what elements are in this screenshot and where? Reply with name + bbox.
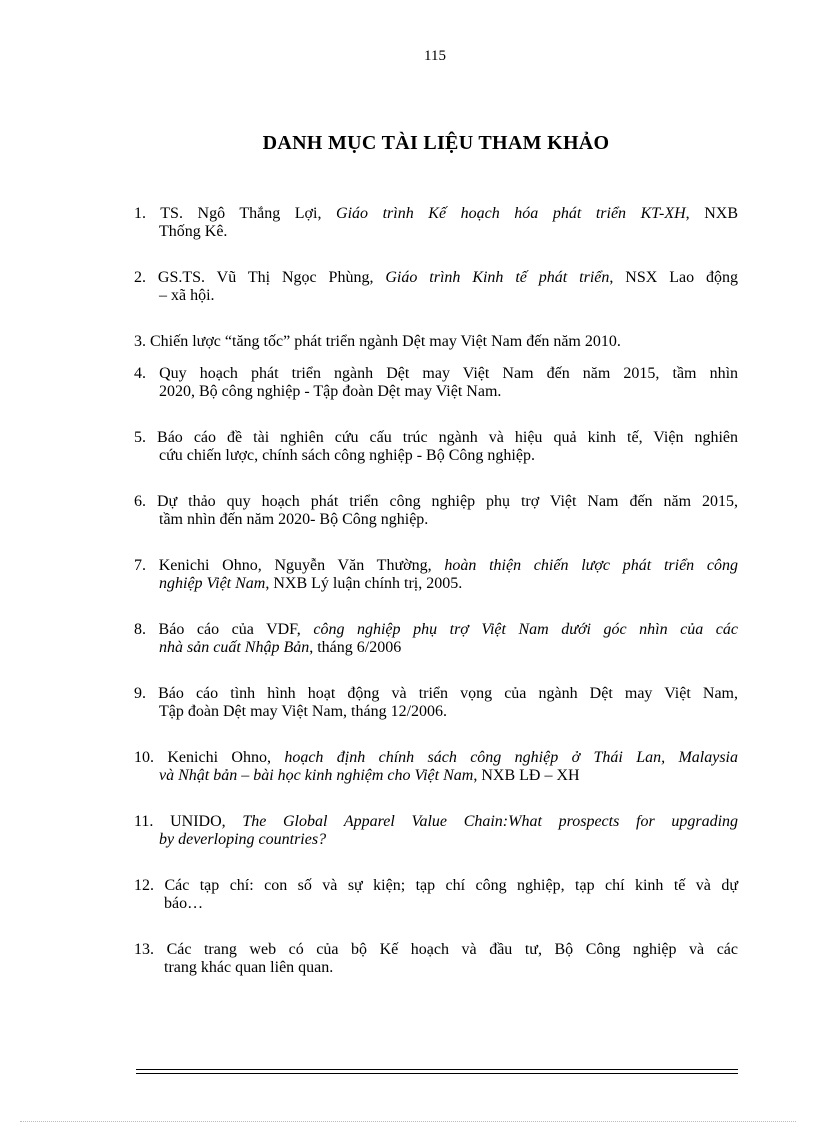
reference-item: 4. Quy hoạch phát triển ngành Dệt may Việt Nam đến năm 2015, tầm nhìn 2020, Bộ công nghiệp - Tập đoàn Dệt may Việt Nam. (134, 365, 739, 400)
reference-item: 12. Các tạp chí: con số và sự kiện; tạp chí công nghiệp, tạp chí kinh tế và dự báo… (134, 877, 739, 912)
reference-item: 9. Báo cáo tình hình hoạt động và triển vọng của ngành Dệt may Việt Nam, Tập đoàn Dệt may Việt Nam, tháng 12/2006. (134, 685, 738, 720)
page-title: DANH MỤC TÀI LIỆU THAM KHẢO (262, 132, 610, 154)
reference-item: 7. Kenichi Ohno, Nguyễn Văn Thường, hoàn thiện chiến lược phát triển công nghiệp Việt Nam, NXB Lý luận chính trị, 2005. (134, 557, 739, 592)
footer-rule (136, 1069, 738, 1070)
reference-item: 5. Báo cáo đề tài nghiên cứu cấu trúc ngành và hiệu quả kinh tế, Viện nghiên cứu chiến lược, chính sách công nghiệp - Bộ Công nghiệp. (134, 429, 739, 464)
reference-item: 13. Các trang web có của bộ Kế hoạch và đầu tư, Bộ Công nghiệp và các trang khác quan liên quan. (134, 941, 739, 976)
page-edge-dotted-line (20, 1121, 796, 1122)
reference-item: 10. Kenichi Ohno, hoạch định chính sách công nghiệp ở Thái Lan, Malaysia và Nhật bản – bài học kinh nghiệm cho Việt Nam, NXB LĐ – XH (134, 749, 739, 784)
reference-item: 1. TS. Ngô Thắng Lợi, Giáo trình Kế hoạch hóa phát triển KT-XH, NXB Thống Kê. (134, 205, 738, 240)
reference-item: 2. GS.TS. Vũ Thị Ngọc Phùng, Giáo trình Kinh tế phát triển, NSX Lao động – xã hội. (134, 269, 739, 304)
reference-item: 11. UNIDO, The Global Apparel Value Chain:What prospects for upgrading by deverloping countries? (134, 813, 739, 848)
reference-item: 6. Dự thảo quy hoạch phát triển công nghiệp phụ trợ Việt Nam đến năm 2015, tầm nhìn đến năm 2020- Bộ Công nghiệp. (134, 493, 738, 528)
reference-item: 8. Báo cáo của VDF, công nghiệp phụ trợ Việt Nam dưới góc nhìn của các nhà sản cuất Nhập Bản, tháng 6/2006 (134, 621, 738, 656)
reference-item: 3. Chiến lược “tăng tốc” phát triển ngành Dệt may Việt Nam đến năm 2010. (134, 333, 621, 350)
page-number: 115 (424, 48, 446, 64)
footer-rule (136, 1073, 738, 1074)
